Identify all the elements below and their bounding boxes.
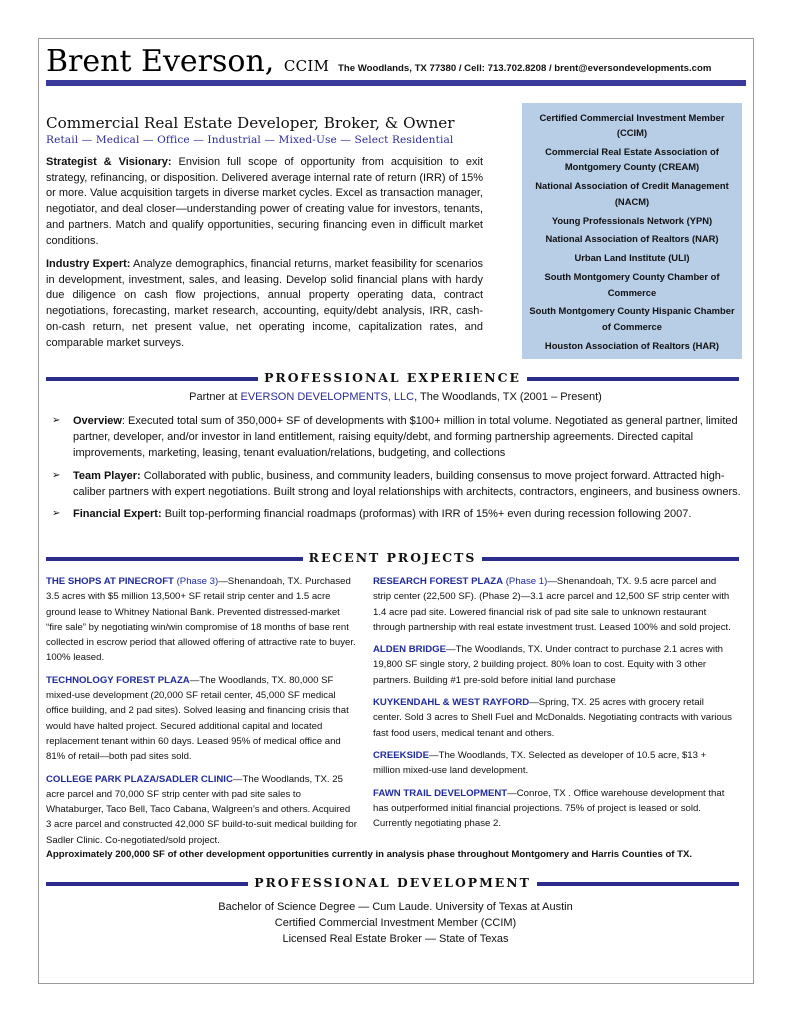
certification-ccim: Certified Commercial Investment Member (CCIM) <box>274 917 517 929</box>
experience-bullets <box>52 413 742 528</box>
headline: Commercial Real Estate Developer, Broker, & Owner <box>46 114 455 132</box>
contact-info: The Woodlands, TX 77380 / Cell: 713.702.8208 / brent@eversondevelopments.com <box>338 63 712 74</box>
arrow-bullet-icon: ➢ <box>52 508 61 520</box>
projects-right-column <box>373 574 735 838</box>
section-header-projects <box>46 552 739 568</box>
affiliation-item: Young Professionals Network (YPN) <box>551 214 713 226</box>
arrow-bullet-icon: ➢ <box>52 415 61 426</box>
project-item: ALDEN BRIDGE—The Woodlands, TX. Under contract to purchase 2.1 acres with 19,800 SF single story, 2 building project. 80% loan to cost. Equity with 3 other partners. Building #1 pre-sold before initial land purchase <box>373 644 723 686</box>
affiliation-item: South Montgomery County Chamber of Commerce <box>544 271 720 298</box>
affiliation-item: National Association of Credit Management (NACM) <box>535 180 729 207</box>
candidate-name: Brent Everson, CCIM <box>46 44 330 79</box>
section-title: PROFESSIONAL EXPERIENCE <box>258 370 527 385</box>
bullet-item: ➢ Overview: Executed total sum of 350,000+ SF of developments with $100+ million in total volume. Negotiated as general partner, limited partner, developer, and/or investor in land entitlement, raising equity/debt, and forming partnership agreements. Directed capital improvements, marketing, leasing, tenant evaluation/relations, budgeting, and collections <box>52 415 738 460</box>
affiliations-box <box>522 103 742 359</box>
project-item: FAWN TRAIL DEVELOPMENT—Conroe, TX . Office warehouse development that has outperformed initial financial projections. 75% of project is leased or sold. Currently negotiating phase 2. <box>373 787 725 830</box>
section-header-development <box>46 877 739 893</box>
specialties-line: Retail — Medical — Office — Industrial — Mixed-Use — Select Residential <box>46 134 454 146</box>
affiliation-item: Urban Land Institute (ULI) <box>574 252 690 264</box>
affiliation-item: Certified Commercial Investment Member (CCIM) <box>539 112 725 139</box>
section-header-experience <box>46 372 739 388</box>
affiliation-item: Commercial Real Estate Association of Montgomery County (CREAM) <box>545 146 719 173</box>
affiliation-item: Houston Association of Realtors (HAR) <box>544 339 720 351</box>
credential: CCIM <box>283 57 330 75</box>
bullet-item: ➢ Financial Expert: Built top-performing financial roadmaps (proformas) with IRR of 15%+ even during recession following 2007. <box>52 506 742 522</box>
project-item: TECHNOLOGY FOREST PLAZA—The Woodlands, TX. 80,000 SF mixed-use development (20,000 SF retail center, 45,000 SF medical office building, and 2 pad sites). Solved leasing and financing crisis that would have halted project. Secured additional capital and located replacement tenant within 60 days. Leased 95% of medical office and 81% of retail—both pad sites sold. <box>46 674 349 763</box>
project-item: COLLEGE PARK PLAZA/SADLER CLINIC—The Woodlands, TX. 25 acre parcel and 70,000 SF strip center with pad site sales to Whataburger, Taco Bell, Taco Cabana, Walgreen’s and others. Acquired 3 acre parcel and constructed 42,000 SF build-to-suit medical building for Sadler Clinic. Co-negotiated/sold project. <box>46 773 357 846</box>
license-broker: Licensed Real Estate Broker — State of Texas <box>282 933 509 945</box>
affiliation-item: National Association of Realtors (NAR) <box>545 233 719 245</box>
section-title: PROFESSIONAL DEVELOPMENT <box>248 875 537 890</box>
bullet-item: ➢ Team Player: Collaborated with public, business, and community leaders, building consensus to move project forward. Attracted high-caliber partners with expert negotiations. Built strong and loyal relationships with architects, contractors, engineers, and business owners. <box>52 469 741 498</box>
project-item: RESEARCH FOREST PLAZA (Phase 1)—Shenandoah, TX. 9.5 acre parcel and strip center (22,500 SF). (Phase 2)—3.1 acre parcel and 12,500 SF strip center with 1.4 acre pad site. Lowered financial risk of pad site sale to unknown restaurant through partnership with real estate investment trust. Leased 100% and sold project. <box>373 576 731 633</box>
arrow-bullet-icon: ➢ <box>52 469 61 481</box>
project-item: CREEKSIDE—The Woodlands, TX. Selected as developer of 10.5 acre, $13 + million mixed-use land development. <box>373 749 707 777</box>
projects-left-column <box>46 574 358 855</box>
project-item: KUYKENDAHL & WEST RAYFORD—Spring, TX. 25 acres with grocery retail center. Sold 3 acres to Shell Fuel and McDonalds. Negotiating contracts with various fast food users, medical tenant and others. <box>373 697 732 739</box>
company-name: EVERSON DEVELOPMENTS, LLC <box>240 391 415 403</box>
education-degree: Bachelor of Science Degree — Cum Laude. University of Texas at Austin <box>218 901 573 913</box>
summary-strategist: Strategist & Visionary: Envision full scope of opportunity from acquisition to exit strategy, refinancing, or disposition. Delivered average internal rate of return (IRR) of 15% or more. Value acquisition targets in diverse market cycles. Excel as transaction manager, negotiator, and deal closer—understanding power of creating value for investors, tenants, and partners. Match and qualify opportunities, securing financing even in difficult market conditions. <box>46 156 483 247</box>
project-item: THE SHOPS AT PINECROFT (Phase 3)—Shenandoah, TX. Purchased 3.5 acres with $5 million 13,500+ SF retail strip center and 1.5 acre ground lease to Whitney National Bank. Prevented distressed-market “fire sale” by negotiating win/win compromise of 18 months of base rent collected in escrow period that allowed offering of attractive rate to buyer. 100% leased. <box>46 576 356 664</box>
section-title: RECENT PROJECTS <box>303 550 483 565</box>
additional-opportunities: Approximately 200,000 SF of other development opportunities currently in analysis phase throughout Montgomery and Harris Counties of TX. <box>46 849 693 860</box>
affiliation-item: South Montgomery County Hispanic Chamber of Commerce <box>529 305 735 332</box>
summary-industry-expert: Industry Expert: Analyze demographics, financial returns, market feasibility for scenarios in development, investment, sales, and leasing. Develop solid financial plans with hardy due diligence on cash flow projections, annual property operating data, contract negotiations, forecasting, market research, accounting, equity/debt analysis, IRR, cash-on-cash return, net present value, net operating income, capitalization rates, and comparable market surveys. <box>46 258 483 349</box>
partner-line: Partner at EVERSON DEVELOPMENTS, LLC, The Woodlands, TX (2001 – Present) <box>189 391 602 403</box>
header-divider <box>46 80 746 86</box>
